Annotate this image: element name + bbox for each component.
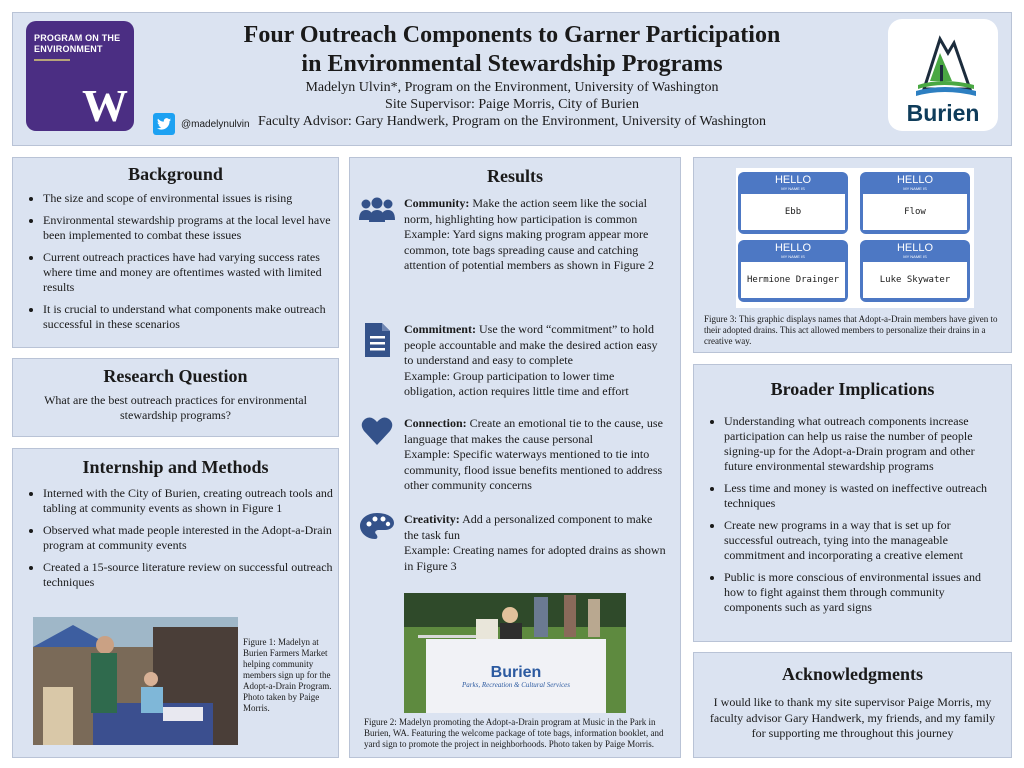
name-tags-graphic (736, 168, 974, 308)
burien-emblem-icon (888, 19, 998, 99)
list-item: • Less time and money is wasted on ineffective outreach techniques (724, 481, 1001, 511)
uw-w-letter: W (82, 80, 128, 131)
implications-title: Broader Implications (770, 379, 935, 399)
methods-list (13, 486, 338, 590)
background-section (12, 157, 339, 348)
list-item: • Observed what made people interested in the Adopt-a-Drain program at community events (43, 523, 338, 553)
list-item: • The size and scope of environmental issues is rising (43, 191, 338, 206)
palette-icon (358, 512, 396, 574)
supervisor-line: Site Supervisor: Paige Morris, City of Burien (385, 97, 639, 112)
figure3-section (693, 157, 1012, 353)
banner-burien-text: Burien (490, 663, 542, 681)
acknowledgments-section (693, 652, 1012, 758)
community-icon (358, 196, 396, 274)
advisor-line: Faculty Advisor: Gary Handwerk, Program on the Environment, University of Washington (258, 114, 766, 129)
name-tag: HELLO MY NAME IS Ebb (738, 172, 848, 234)
result-creativity: Creativity: Add a personalized component to make the task fun Example: Creating names for adopted drains as shown in Figure 3 (358, 512, 668, 574)
author-line: Madelyn Ulvin*, Program on the Environment, University of Washington (305, 80, 719, 95)
list-item: • Current outreach practices have had varying success rates where time and money are oftentimes wasted with limited results (43, 250, 338, 295)
figure1-caption: Figure 1: Madelyn at Burien Farmers Market helping community members sign up for the Adopt-a-Drain Program. Photo taken by Paige Morris. (243, 637, 332, 713)
name-tag: HELLO MY NAME IS Flow (860, 172, 970, 234)
logo-text-line1: PROGRAM ON THE (34, 33, 121, 43)
result-connection: Connection: Create an emotional tie to the cause, use language that makes the cause personal Example: Specific waterways mentioned to tie into community, flood issue benefits mentioned to address other community concerns (358, 416, 668, 494)
implications-list (694, 414, 1011, 615)
research-question: What are the best outreach practices for environmental stewardship programs? (44, 393, 307, 422)
figure1-photo (33, 617, 238, 745)
list-item: • Interned with the City of Burien, creating outreach tools and tabling at community events as shown in Figure 1 (43, 486, 338, 516)
results-title: Results (486, 166, 543, 186)
banner-subtitle: Parks, Recreation & Cultural Services (461, 680, 571, 689)
result-commitment: Commitment: Use the word “commitment” to hold people accountable and make the desired action easy to understand and easy to complete Example: Group participation to lower time obligation, action requires little time and effort (358, 322, 668, 400)
list-item: • Environmental stewardship programs at the local level have been implemented to combat these issues (43, 213, 338, 243)
heart-icon (358, 416, 396, 494)
figure2-caption: Figure 2: Madelyn promoting the Adopt-a-Drain program at Music in the Park in Burien, WA. Featuring the welcome package of tote bags, information booklet, and yard sign to promote the project in neighborhoods. Photo taken by Paige Morris. (364, 717, 664, 749)
acknowledgments-text: I would like to thank my site supervisor Paige Morris, my faculty advisor Gary Handwerk, my friends, and my family for supporting me throughout this journey (709, 695, 996, 740)
list-item: • Create new programs in a way that is set up for successful outreach, tying into the manageable commitment and incorporating a creative element (724, 518, 1001, 563)
methods-section (12, 448, 339, 758)
name-tag: HELLO MY NAME IS Luke Skywater (860, 240, 970, 302)
acknowledgments-title: Acknowledgments (781, 664, 923, 684)
background-title: Background (128, 164, 223, 184)
results-section (349, 157, 681, 758)
research-title: Research Question (103, 366, 248, 386)
list-item: • Understanding what outreach components increase participation can help us raise the number of people signing-up for the Adopt-a-Drain program and other future environmental stewardship programs (724, 414, 1001, 474)
burien-wordmark: Burien (906, 100, 980, 126)
figure2-photo (404, 593, 626, 713)
document-icon (358, 322, 396, 400)
twitter-handle[interactable]: @madelynulvin (153, 113, 250, 135)
list-item: • Created a 15-source literature review on successful outreach techniques (43, 560, 338, 590)
name-tag: HELLO MY NAME IS Hermione Drainger (738, 240, 848, 302)
logo-text-line2: ENVIRONMENT (34, 44, 103, 54)
burien-logo (888, 19, 998, 131)
uw-program-logo (26, 21, 134, 131)
result-community: Community: Make the action seem like the social norm, highlighting how participation is common Example: Yard signs making program appear more common, tote bags spreading cause and catching attention of potential members as shown in Figure 2 (358, 196, 668, 274)
poster-title: Four Outreach Components to Garner Participation in Environmental Stewardship Programs (243, 22, 781, 77)
implications-section (693, 364, 1012, 642)
research-question-section (12, 358, 339, 437)
list-item: • It is crucial to understand what components make outreach successful in these scenarios (43, 302, 338, 332)
author-block (153, 79, 871, 130)
figure3-caption: Figure 3: This graphic displays names that Adopt-a-Drain members have given to their adopted drains. This act allowed members to personalize their drains in a creative way. (704, 314, 998, 346)
methods-title: Internship and Methods (82, 457, 269, 477)
twitter-icon (153, 113, 175, 135)
poster-header (12, 12, 1012, 146)
background-list (13, 191, 338, 332)
list-item: • Public is more conscious of environmental issues and how to fight against them through community components such as yard signs (724, 570, 1001, 615)
